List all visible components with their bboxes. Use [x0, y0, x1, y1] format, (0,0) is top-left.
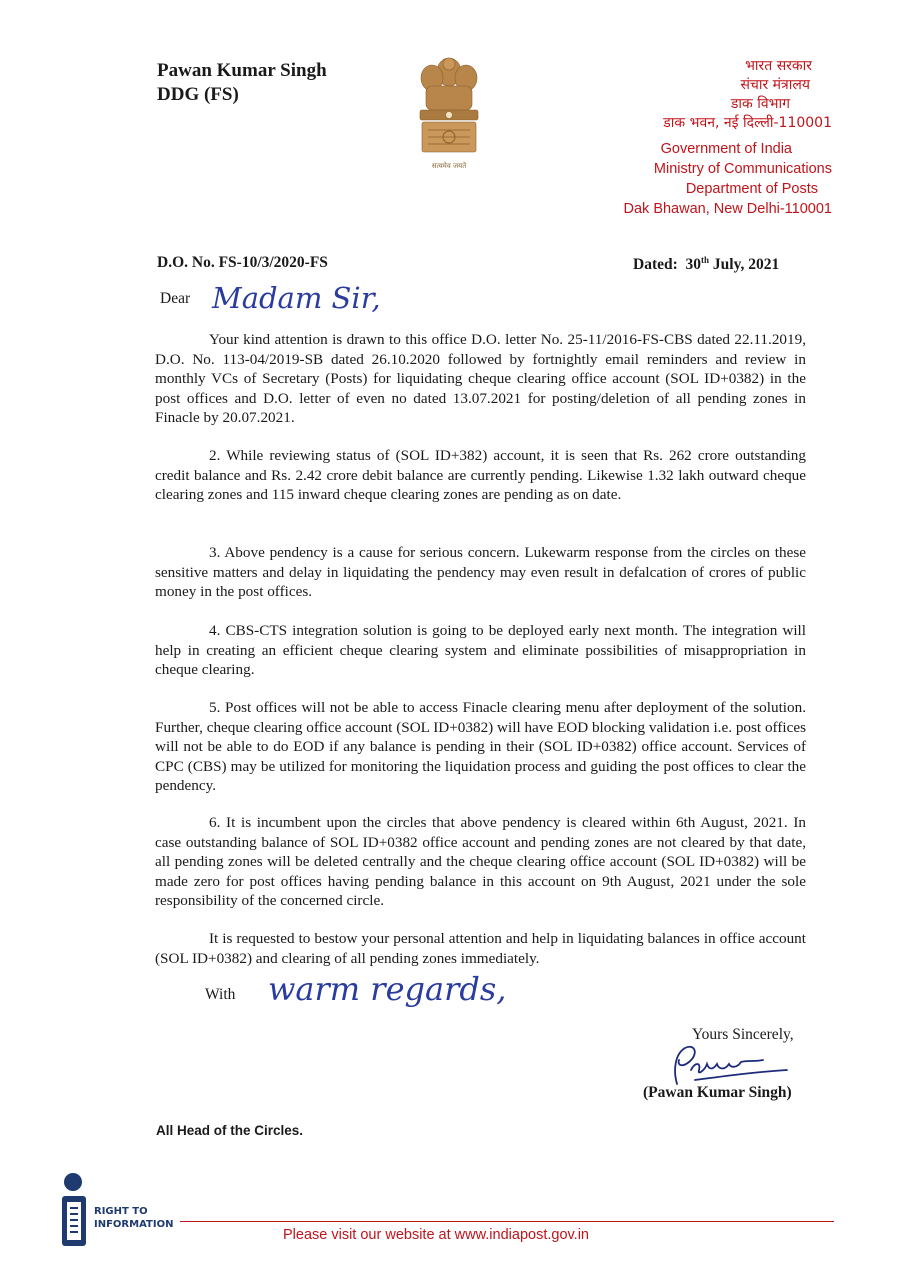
national-emblem-icon [412, 52, 486, 176]
body-paragraph: 5. Post offices will not be able to access Finacle clearing menu after deployment of the solution. Further, cheque clearing office account (SOL ID+0382) will have EOD blocking validation i.e. post offices will not be able to do EOD if any balance is pending in their (SOL ID+0382) office account. Services of CPC (CBS) may be utilized for monitoring the liquidation process and guiding the post offices to clear the pendency. [155, 699, 806, 794]
signature-icon [655, 1040, 790, 1088]
ministry-english-line: Ministry of Communications [653, 161, 832, 177]
rti-label-line2: INFORMATION [94, 1219, 174, 1230]
body-paragraph: Your kind attention is drawn to this office D.O. letter No. 25-11/2016-FS-CBS dated 22.11.2019, D.O. No. 113-04/2019-SB dated 26.10.2020 followed by fortnightly email reminders and review in monthly VCs of Secretary (Posts) for liquidating cheque clearing office account (SOL ID+0382) in the post offices and D.O. letter of even no dated 13.07.2021 for posting/deletion of all pending zones in Finacle by 20.07.2021. [155, 331, 806, 426]
body-paragraph: 2. While reviewing status of (SOL ID+382) account, it is seen that Rs. 262 crore outstanding credit balance and Rs. 2.42 crore debit balance are currently pending. Likewise 1.32 lakh outward cheque clearing zones and 115 inward cheque clearing zones are pending as on date. [155, 447, 806, 503]
body-paragraph: 6. It is incumbent upon the circles that above pendency is cleared within 6th August, 2021. In case outstanding balance of SOL ID+0382 office account and pending zones are not cleared by that date, all pending zones will be deleted centrally and the cheque clearing office account (SOL ID+0382) will be made zero for post offices having pending balance in this account on 9th August, 2021 under the sole responsibility of the concerned circle. [155, 814, 806, 909]
recipient: All Head of the Circles. [156, 1123, 304, 1138]
sender-designation: DDG (FS) [157, 84, 239, 105]
ministry-hindi-line: डाक विभाग [730, 96, 790, 112]
rti-logo [60, 1172, 190, 1252]
salutation-handwritten: Madam Sir, [212, 281, 381, 315]
closing-handwritten: warm regards, [268, 970, 507, 1008]
body-paragraph: 3. Above pendency is a cause for serious concern. Lukewarm response from the circles on these sensitive matters and delay in liquidating the pendency may even result in defalcation of crores of public money in the post offices. [155, 544, 806, 600]
date-rest: July, 2021 [712, 256, 780, 274]
sender-name: Pawan Kumar Singh [157, 60, 327, 81]
yours-sincerely: Yours Sincerely, [692, 1026, 794, 1043]
date-prefix: Dated: [633, 256, 678, 274]
body-paragraph: 4. CBS-CTS integration solution is going to be deployed early next month. The integration will help in creating an efficient cheque clearing system and eliminate possibilities of misappropriation in cheque clearing. [155, 622, 806, 678]
website-notice[interactable]: Please visit our website at www.indiapost.gov.in [283, 1227, 589, 1243]
date-day: 30 [685, 256, 702, 274]
reference-number: D.O. No. FS-10/3/2020-FS [157, 254, 328, 271]
ministry-hindi-line: भारत सरकार [745, 58, 812, 74]
date-suffix: th [701, 255, 710, 265]
letter-date [633, 255, 779, 274]
signer-name: (Pawan Kumar Singh) [643, 1084, 792, 1101]
ministry-english-line: Government of India [660, 141, 792, 157]
ministry-address [624, 57, 833, 219]
closing-printed: With [205, 986, 236, 1003]
body-paragraph: It is requested to bestow your personal attention and help in liquidating balances in office account (SOL ID+0382) and clearing of all pending zones immediately. [155, 930, 806, 967]
ministry-english-line: Department of Posts [685, 181, 818, 197]
rti-label-line1: RIGHT TO [94, 1206, 148, 1217]
salutation-printed: Dear [160, 290, 191, 307]
emblem-motto: सत्यमेव जयते [431, 162, 467, 170]
ministry-english-line: Dak Bhawan, New Delhi-110001 [623, 201, 832, 217]
ministry-hindi-line: संचार मंत्रालय [740, 77, 810, 93]
footer-divider [180, 1221, 834, 1222]
ministry-hindi-line: डाक भवन, नई दिल्ली-110001 [663, 115, 832, 131]
